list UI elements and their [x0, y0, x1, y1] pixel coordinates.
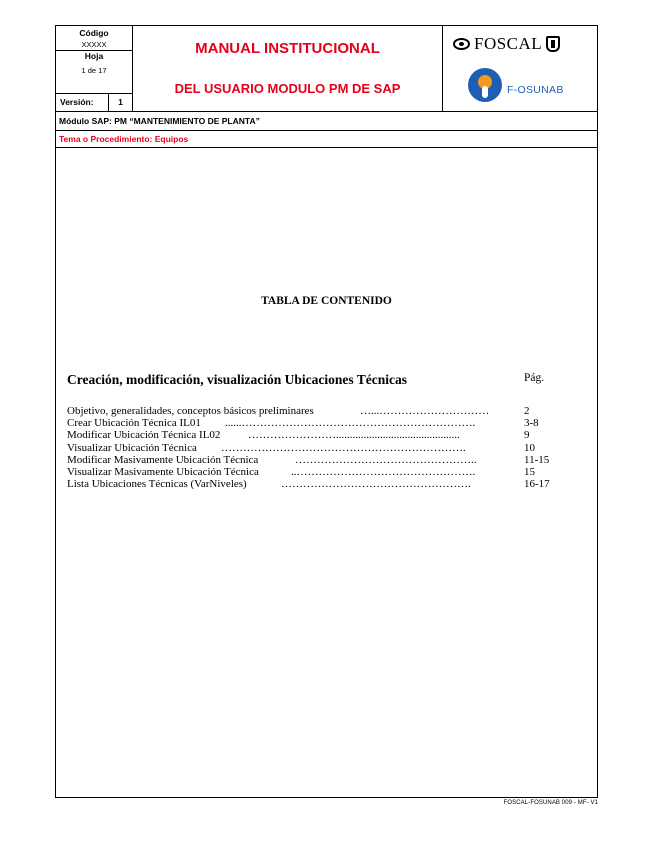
foscal-logo-text: FOSCAL: [474, 34, 543, 53]
toc-entry-leader: …………………………………………..: [295, 453, 477, 466]
toc-entry-page: 3-8: [524, 417, 539, 430]
toc-entry-leader: ......……………………………………………………….: [225, 417, 476, 430]
fosunab-figure-icon: [468, 68, 502, 102]
toc-entry-leader: …………………………………………….: [281, 478, 471, 491]
hoja-value: 1 de 17: [81, 66, 107, 75]
foscal-logo: [453, 34, 560, 54]
toc-entry-label: Lista Ubicaciones Técnicas (VarNiveles): [67, 478, 247, 491]
footer-code: FOSCAL-FOSUNAB 009 - MF- V1: [503, 800, 598, 806]
toc-entry-label: Modificar Ubicación Técnica IL02: [67, 429, 221, 442]
codigo-value: XXXXX: [81, 40, 107, 49]
header-logo-box: [443, 26, 597, 112]
toc-entry-leader: ..………………………………………….: [291, 465, 476, 478]
toc-entry[interactable]: [67, 417, 587, 429]
version-value: 1: [118, 97, 123, 107]
toc-entry-leader: ………………………………………………………….: [221, 441, 466, 454]
toc-entry[interactable]: [67, 442, 587, 454]
tema-row: Tema o Procedimiento: Equipos: [56, 131, 597, 148]
fosunab-logo-text: F-OSUNAB: [507, 84, 564, 96]
document-frame: [55, 25, 598, 798]
toc-entry-leader: …...…………………………: [360, 405, 490, 417]
fosunab-logo: [468, 68, 573, 108]
toc-entry-page: 15: [524, 465, 535, 478]
foscal-crest-icon: [546, 36, 560, 52]
toc-entry[interactable]: [67, 478, 587, 490]
toc-entry[interactable]: [67, 454, 587, 466]
module-row: Módulo SAP: PM “MANTENIMIENTO DE PLANTA”: [56, 112, 597, 131]
header-title-box: [133, 26, 443, 112]
toc-entry-label: Visualizar Ubicación Técnica: [67, 441, 197, 454]
toc-entry-label: Crear Ubicación Técnica IL01: [67, 417, 201, 430]
toc-entry-label: Objetivo, generalidades, conceptos básicos preliminares: [67, 405, 314, 417]
toc-entry[interactable]: [67, 466, 587, 478]
toc-entry[interactable]: [67, 429, 587, 441]
version-label: Versión:: [56, 94, 109, 111]
toc-page-label: Pág.: [524, 372, 545, 384]
toc-entries: [67, 405, 587, 490]
version-row: [56, 93, 132, 111]
toc-entry-label: Modificar Masivamente Ubicación Técnica: [67, 453, 259, 466]
manual-subtitle: DEL USUARIO MODULO PM DE SAP: [174, 81, 401, 96]
toc-entry-label: Visualizar Masivamente Ubicación Técnica: [67, 465, 259, 478]
codigo-label: Código: [79, 28, 109, 38]
hoja-label: Hoja: [56, 50, 132, 62]
toc-entry-leader: …………………….............................................: [248, 429, 460, 442]
manual-title: MANUAL INSTITUCIONAL: [195, 40, 380, 57]
toc-section-title: Creación, modificación, visualización Ubicaciones Técnicas: [67, 372, 407, 387]
toc-entry[interactable]: [67, 405, 587, 417]
toc-entry-page: 9: [524, 429, 530, 442]
toc-entry-page: 11-15: [524, 453, 550, 466]
toc-title: TABLA DE CONTENIDO: [261, 295, 392, 307]
foscal-emblem-icon: [453, 38, 470, 50]
toc-entry-page: 10: [524, 441, 535, 454]
header-meta-box: [56, 26, 133, 112]
toc-entry-page: 16-17: [524, 478, 550, 491]
toc-entry-page: 2: [524, 405, 530, 417]
